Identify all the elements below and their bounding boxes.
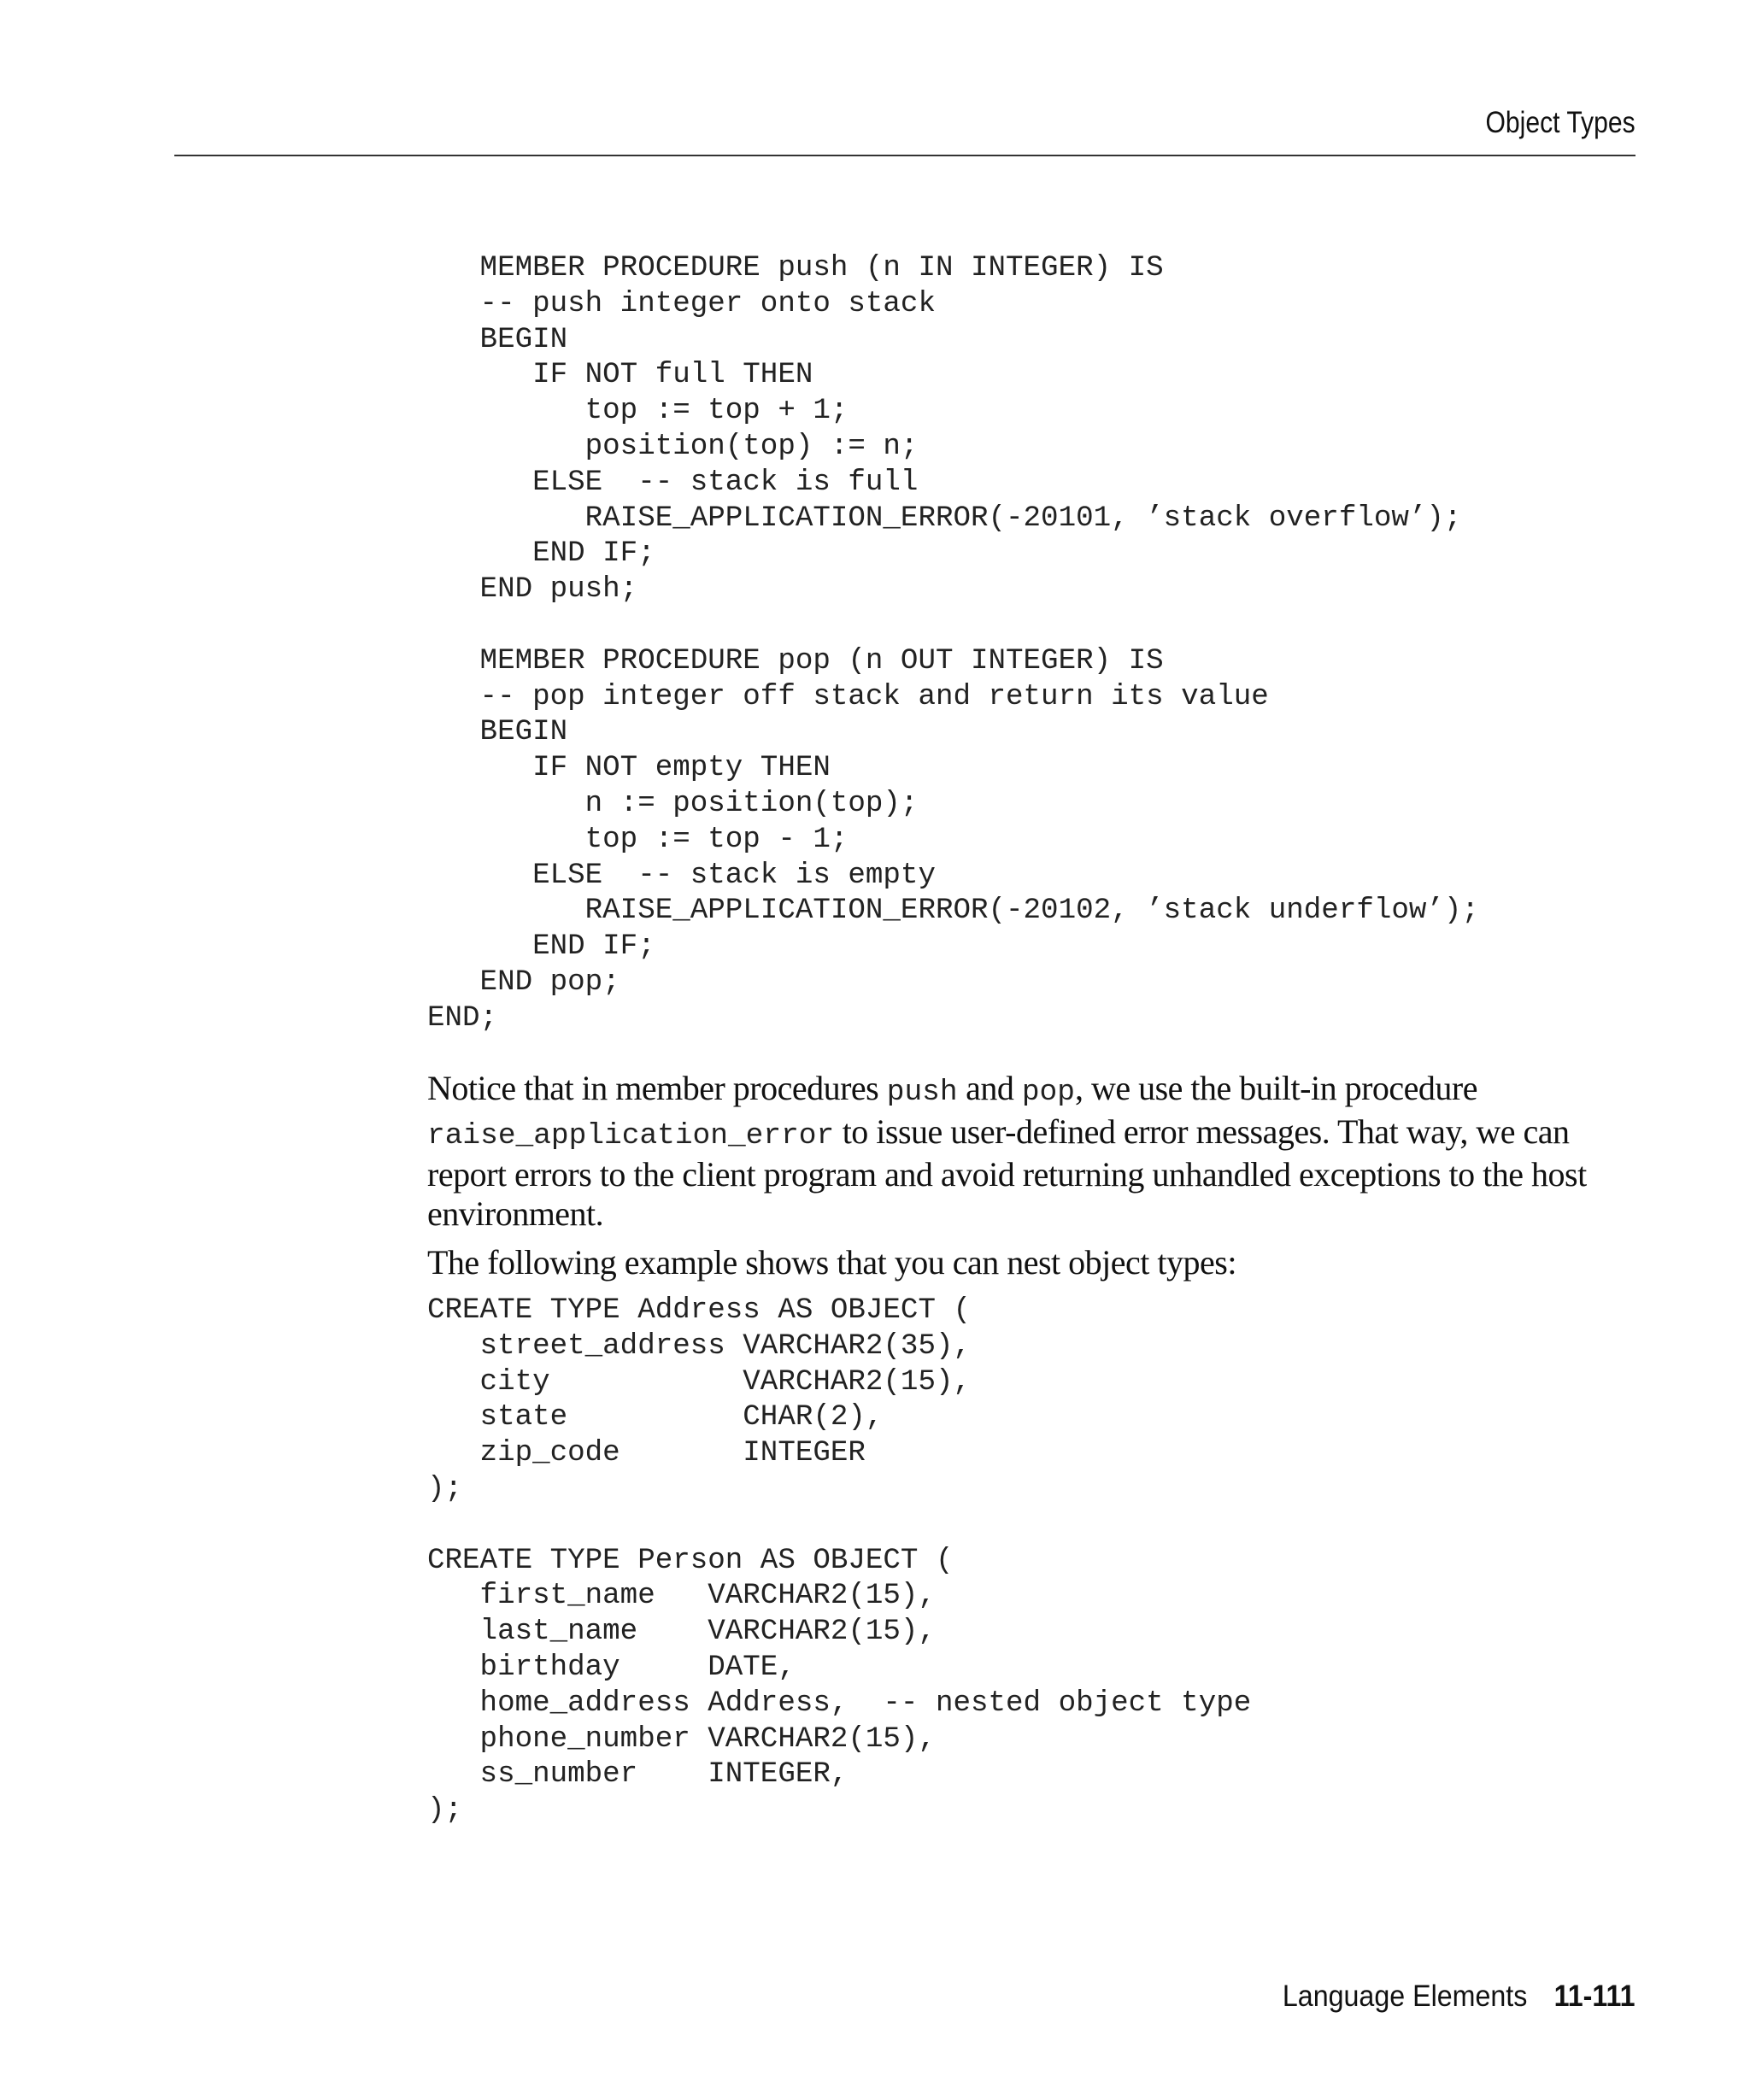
footer-page-number: 11-111 bbox=[1554, 1980, 1635, 2013]
paragraph-text: , we use the built-in procedure bbox=[1074, 1069, 1477, 1107]
paragraph-text: and bbox=[957, 1069, 1022, 1107]
running-header-title: Object Types bbox=[1485, 106, 1635, 139]
inline-code-pop: pop bbox=[1021, 1076, 1075, 1109]
code-block-stack-procedures: MEMBER PROCEDURE push (n IN INTEGER) IS -- push integer onto stack BEGIN IF NOT full THEN top := top + 1; position(top) := n; ELSE -- stack is full RAISE_APPLICATION_ERROR(-20101, ’stack overflow’); END IF; END push; MEMBER PROCEDURE pop (n OUT INTEGER) IS -- pop integer off stack and return its value BEGIN IF NOT empty THEN n := position(top); top := top - 1; ELSE -- stack is empty RAISE_APPLICATION_ERROR(-20102, ’stack underflow’); END IF; END pop; END; bbox=[427, 252, 1479, 1035]
paragraph-text: to issue user-defined error messages. That way, we can report errors to the client program and avoid returning unhandled exceptions to the host environment. bbox=[427, 1112, 1587, 1233]
page-footer bbox=[1283, 1980, 1635, 2014]
footer-chapter-label: Language Elements bbox=[1283, 1980, 1528, 2013]
code-block-nested-object-types: CREATE TYPE Address AS OBJECT ( street_address VARCHAR2(35), city VARCHAR2(15), state CHAR(2), zip_code INTEGER ); CREATE TYPE Person AS OBJECT ( first_name VARCHAR2(15), last_name VARCHAR2(15), birthday DATE, home_address Address, -- nested object type phone_number VARCHAR2(15), ss_number INTEGER, ); bbox=[427, 1294, 1252, 1827]
body-paragraph-nest-object-types: The following example shows that you can nest object types: bbox=[427, 1243, 1236, 1282]
header-divider bbox=[174, 155, 1635, 156]
body-paragraph-member-procedures bbox=[427, 1069, 1641, 1233]
inline-code-raise-application-error: raise_application_error bbox=[427, 1118, 835, 1153]
inline-code-push: push bbox=[886, 1076, 958, 1109]
paragraph-text: Notice that in member procedures bbox=[427, 1069, 887, 1107]
